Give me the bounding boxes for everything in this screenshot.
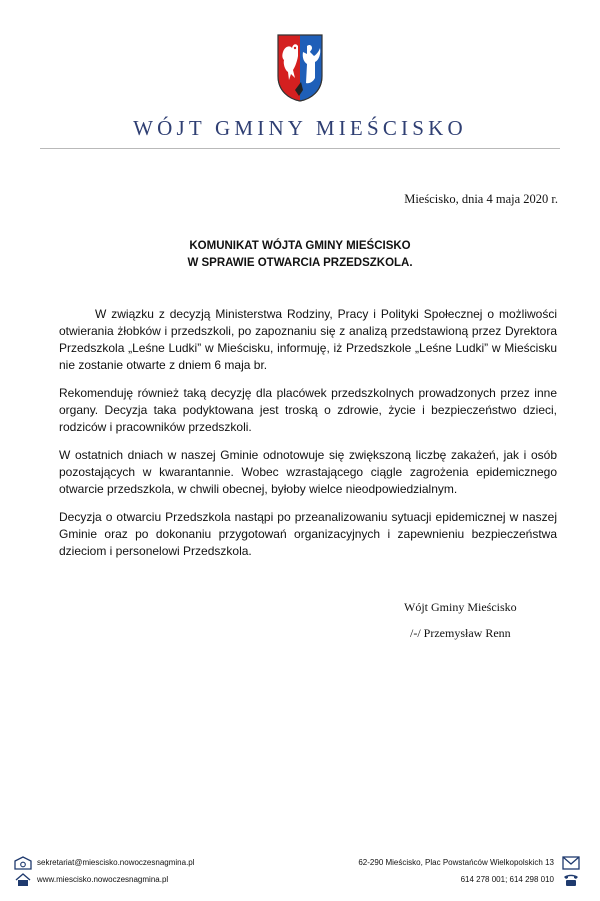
- paragraph: Decyzja o otwarciu Przedszkola nastąpi po przeanalizowaniu sytuacji epidemicznej w naszej Gminie oraz po dokonaniu przygotowań organizacyjnych i zapewnieniu bezpieczeństwa dzieciom i personelowi Przedszkola.: [59, 510, 557, 558]
- signature-name: /-/ Przemysław Renn: [410, 626, 511, 640]
- footer-phones: 614 278 001; 614 298 010: [460, 875, 554, 884]
- footer-email-link[interactable]: sekretariat@miescisko.nowoczesnagmina.pl: [37, 858, 195, 867]
- home-icon: [14, 873, 32, 887]
- telephone-icon: [562, 873, 580, 887]
- coat-of-arms: [277, 34, 323, 102]
- signature-title: Wójt Gminy Mieścisko: [404, 600, 517, 614]
- mail-envelope-icon: [562, 856, 580, 870]
- announcement-title-line1: KOMUNIKAT WÓJTA GMINY MIEŚCISKO: [189, 240, 411, 252]
- announcement-title-line2: W SPRAWIE OTWARCIA PRZEDSZKOLA.: [187, 257, 413, 269]
- paragraph: W związku z decyzją Ministerstwa Rodziny, Pracy i Polityki Społecznej o możliwości otwierania żłobków i przedszkoli, po zapoznaniu się z analizą przedstawioną przez Dyrektora Przedszkola „Leśne Ludki” w Mieścisku, informuję, iż Przedszkole „Leśne Ludki” w Mieścisku nie zostanie otwarte z dniem 6 maja br.: [59, 307, 557, 372]
- page-title: WÓJT GMINY MIEŚCISKO: [133, 116, 467, 140]
- footer-contact-left: [14, 854, 195, 888]
- paragraph: W ostatnich dniach w naszej Gminie odnotowuje się zwiększoną liczbę zakażeń, jak i osób pozostających w kwarantannie. Wobec wzrastającego ciągle zagrożenia epidemicznego otwarcie przedszkola, w chwili obecnej, byłoby wielce nieodpowiedzialnym.: [59, 448, 557, 496]
- announcement-body: [59, 306, 557, 571]
- footer-address: 62-290 Mieścisko, Plac Powstańców Wielkopolskich 13: [358, 858, 554, 867]
- announcement-title: [0, 238, 600, 272]
- footer-website-link[interactable]: www.miescisko.nowoczesnagmina.pl: [37, 875, 169, 884]
- at-envelope-icon: [14, 856, 32, 870]
- paragraph: Rekomenduję również taką decyzję dla placówek przedszkolnych prowadzonych przez inne organy. Decyzja taka podyktowana jest troską o zdrowie, życie i bezpieczeństwo dzieci, rodziców i pracowników przedszkoli.: [59, 386, 557, 434]
- header-divider: [40, 148, 560, 149]
- footer-contact-right: [358, 854, 580, 888]
- date-line: Mieścisko, dnia 4 maja 2020 r.: [404, 192, 558, 206]
